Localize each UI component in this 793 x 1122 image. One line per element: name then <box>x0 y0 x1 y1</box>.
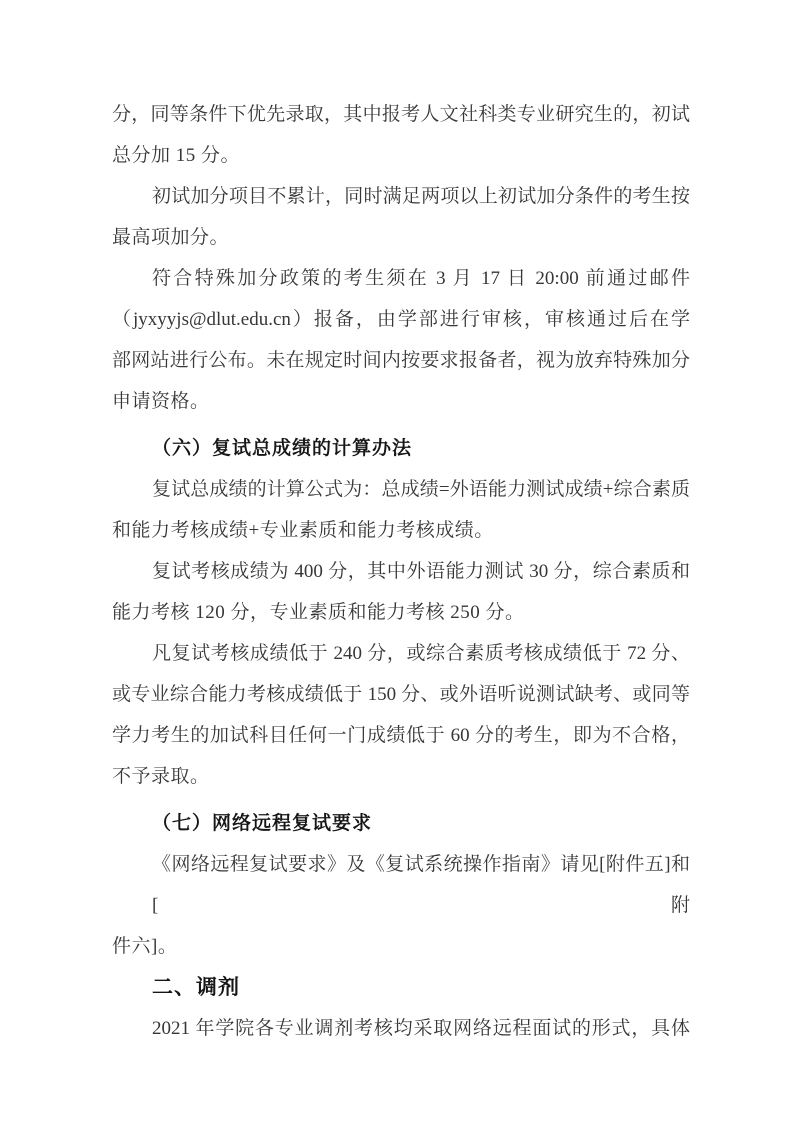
text-line: 复试总成绩的计算公式为：总成绩=外语能力测试成绩+综合素质 <box>152 479 690 500</box>
text-line: 总分加 15 分。 <box>112 145 241 166</box>
text-line: 《网络远程复试要求》及《复试系统操作指南》请见[附件五]和[附 <box>152 854 690 916</box>
text-line: 复试考核成绩为 400 分，其中外语能力测试 30 分，综合素质和 <box>152 561 690 582</box>
text-line: 不予录取。 <box>112 766 210 787</box>
text-line: 能力考核 120 分，专业素质和能力考核 250 分。 <box>112 602 525 623</box>
text-line: 2021 年学院各专业调剂考核均采取网络远程面试的形式，具体 <box>152 1018 690 1039</box>
section-heading: （六）复试总成绩的计算办法 <box>152 438 413 459</box>
text-line: 初试加分项目不累计，同时满足两项以上初试加分条件的考生按 <box>152 186 690 207</box>
text-line: 件六]。 <box>112 936 178 957</box>
text-line: 和能力考核成绩+专业素质和能力考核成绩。 <box>112 520 494 541</box>
section-heading: 二、调剂 <box>152 976 240 999</box>
text-line: 分，同等条件下优先录取，其中报考人文社科类专业研究生的，初试 <box>112 104 690 125</box>
text-line: 学力考生的加试科目任何一门成绩低于 60 分的考生，即为不合格， <box>112 725 690 746</box>
text-line: 凡复试考核成绩低于 240 分，或综合素质考核成绩低于 72 分、 <box>152 643 690 664</box>
section-heading: （七）网络远程复试要求 <box>152 813 373 834</box>
document-content <box>112 94 690 1049</box>
text-line: 部网站进行公布。未在规定时间内按要求报备者，视为放弃特殊加分 <box>112 350 690 371</box>
text-line: 申请资格。 <box>112 391 210 412</box>
text-line: 最高项加分。 <box>112 227 230 248</box>
text-line: 或专业综合能力考核成绩低于 150 分、或外语听说测试缺考、或同等 <box>112 684 690 705</box>
text-line: （jyxyyjs@dlut.edu.cn）报备，由学部进行审核，审核通过后在学 <box>112 309 690 330</box>
text-line: 符合特殊加分政策的考生须在 3 月 17 日 20:00 前通过邮件 <box>152 268 690 289</box>
